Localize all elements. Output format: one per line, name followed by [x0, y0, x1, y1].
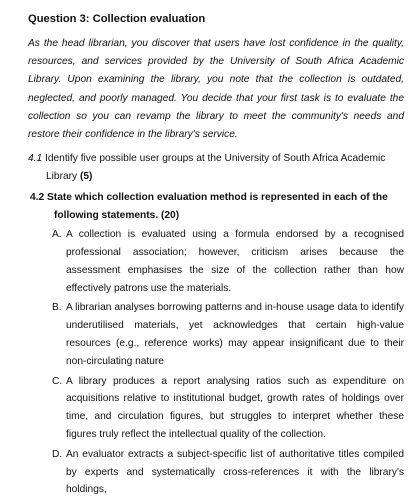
- question-4-2-number: 4.2: [30, 192, 45, 204]
- statement-letter: C.: [52, 375, 63, 387]
- question-4-1-number: 4.1: [28, 153, 43, 165]
- question-4-2-marks: (20): [161, 209, 180, 221]
- statement-letter: B.: [52, 302, 62, 314]
- statement-item-a: [28, 226, 404, 297]
- statement-list: [28, 226, 404, 499]
- question-4-2-text: State which collection evaluation method is represented in each of the following statements.: [47, 192, 388, 221]
- question-heading: Question 3: Collection evaluation: [28, 13, 206, 25]
- statement-text: A librarian analyses borrowing patterns and in-house usage data to identify underutilised materials, yet acknowledges that certain high-value resources (e.g., reference works) may appear insignificant due to their non-circulating nature: [66, 302, 404, 367]
- question-4-1-text: Identify five possible user groups at the University of South Africa Academic Library: [45, 153, 386, 182]
- statement-letter: A.: [52, 229, 62, 241]
- statement-item-d: [28, 446, 404, 499]
- statement-text: A collection is evaluated using a formula endorsed by a recognised professional association; however, criticism arises because the assessment emphasises the size of the collection rather than how effectively patrons use the materials.: [66, 229, 404, 294]
- question-4-2: [28, 189, 404, 224]
- statement-item-c: [28, 373, 404, 444]
- question-4-1-marks: (5): [79, 170, 93, 182]
- scenario-paragraph: As the head librarian, you discover that users have lost confidence in the quality, resources, and services provided by the University of South Africa Academic Library. Upon examining the library, you note that the collection is outdated, neglected, and poorly managed. You decide that your first task is to evaluate the collection so you can revamp the library to meet the community's needs and restore their confidence in the library's service.: [28, 38, 404, 141]
- statement-item-b: [28, 299, 404, 370]
- question-4-1: [28, 150, 404, 185]
- statement-letter: D.: [52, 448, 63, 460]
- statement-text: A library produces a report analysing ratios such as expenditure on acquisitions relative to institutional budget, growth rates of holdings over time, and circulation figures, but struggles to interpret whether these figures truly reflect the intellectual quality of the collection.: [66, 375, 404, 440]
- statement-text: An evaluator extracts a subject-specific list of authoritative titles compiled by experts and systematically cross-references it with the library's holdings,: [66, 448, 404, 496]
